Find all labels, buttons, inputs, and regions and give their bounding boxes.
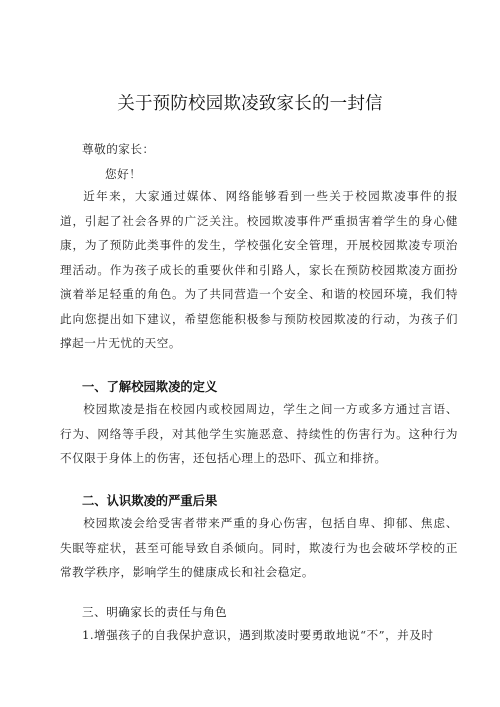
salutation: 尊敬的家长： — [82, 142, 155, 156]
intro-paragraph: 近年来，大家通过媒体、网络能够看到一些关于校园欺凌事件的报道，引起了社会各界的广泛关注。校园欺凌事件严重损害着学生的身心健康，为了预防此类事件的发生，学校强化安全管理，开展校园欺凌专项治理活动。作为孩子成长的重要伙伴和引路人，家长在预防校园欺凌方面扮演着举足轻重的角色。为了共同营造一个安全、和谐的校园环境，我们特此向您提出如下建议，希望您能积极参与预防校园欺凌的行动，为孩子们撑起一片无忧的天空。 — [60, 189, 458, 350]
greeting: 您好！ — [105, 167, 142, 181]
section-1-heading: 一、了解校园欺凌的定义 — [82, 380, 218, 394]
section-2-heading: 二、认识欺凌的严重后果 — [82, 494, 218, 508]
letter-title: 关于预防校园欺凌致家长的一封信 — [117, 94, 383, 114]
section-2-body: 校园欺凌会给受害者带来严重的身心伤害，包括自卑、抑郁、焦虑、失眠等症状，甚至可能导致自杀倾向。同时，欺凌行为也会破坏学校的正常教学秩序，影响学生的健康成长和社会稳定。 — [60, 516, 458, 579]
section-3-item-1: 1.增强孩子的自我保护意识，遇到欺凌时要勇敢地说“不”，并及时 — [82, 628, 434, 642]
section-1-body: 校园欺凌是指在校园内或校园周边，学生之间一方或多方通过言语、行为、网络等手段，对其他学生实施恶意、持续性的伤害行为。这种行为不仅限于身体上的伤害，还包括心理上的恐吓、孤立和排挤。 — [60, 402, 458, 465]
section-3-heading: 三、明确家长的责任与角色 — [82, 605, 228, 619]
